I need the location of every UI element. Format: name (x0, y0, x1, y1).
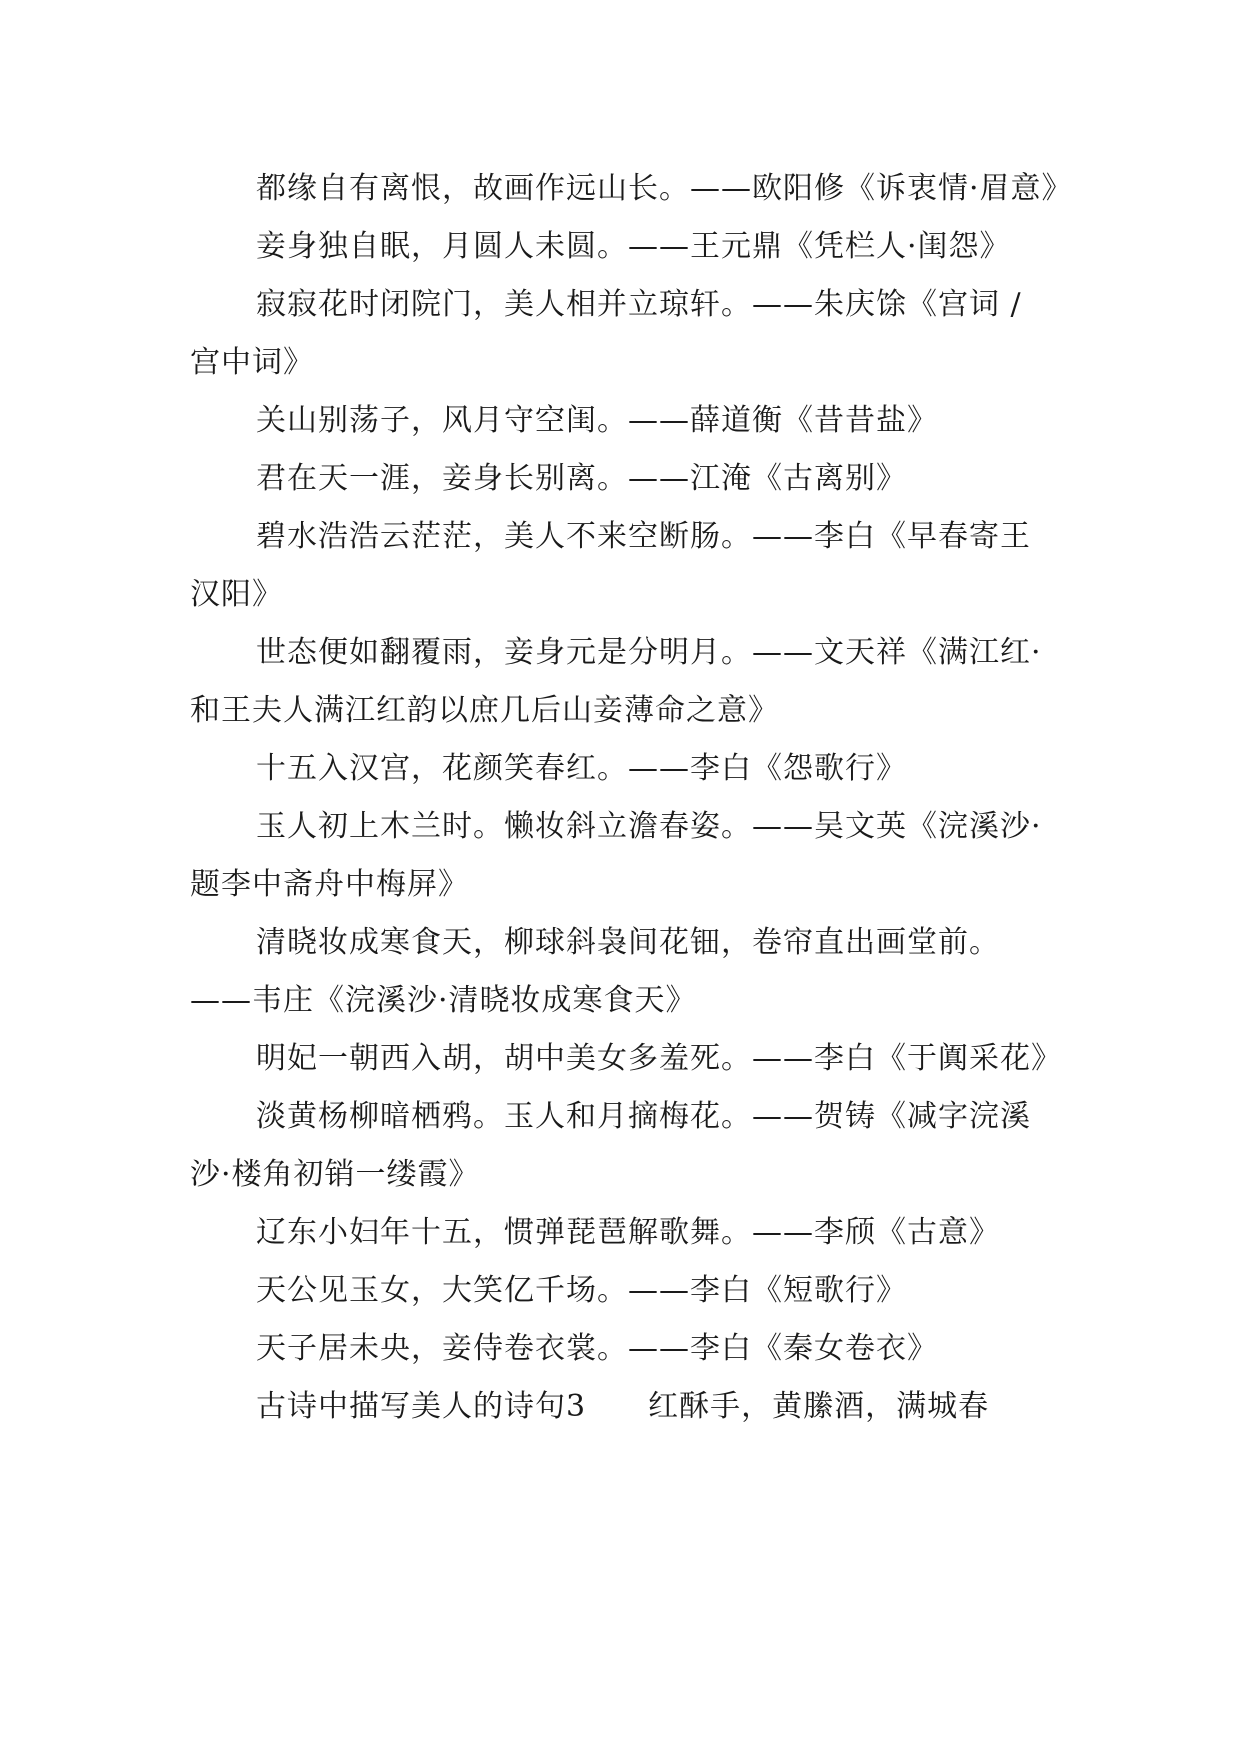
poem-line: 妾身独自眠，月圆人未圆。——王元鼎《凭栏人·闺怨》 (256, 229, 1011, 264)
poem-line: 世态便如翻覆雨，妾身元是分明月。——文天祥《满江红·和王夫人满江红韵以庶几后山妾薄命之意》 (190, 635, 1042, 728)
poem-line: 明妃一朝西入胡，胡中美女多羞死。——李白《于阗采花》 (256, 1041, 1062, 1076)
poem-line: 辽东小妇年十五，惯弹琵琶解歌舞。——李颀《古意》 (256, 1215, 1000, 1250)
poem-line: 玉人初上木兰时。懒妆斜立澹春姿。——吴文英《浣溪沙·题李中斋舟中梅屏》 (190, 809, 1042, 902)
poem-line: 天子居未央，妾侍卷衣裳。——李白《秦女卷衣》 (256, 1331, 938, 1366)
poem-line: 碧水浩浩云茫茫，美人不来空断肠。——李白《早春寄王汉阳》 (190, 519, 1031, 612)
poem-line: 寂寂花时闭院门，美人相并立琼轩。——朱庆馀《宫词 / 宫中词》 (190, 287, 1022, 380)
poem-line: 古诗中描写美人的诗句3 红酥手，黄縢酒，满城春 (256, 1389, 990, 1424)
poem-line: 淡黄杨柳暗栖鸦。玉人和月摘梅花。——贺铸《减字浣溪沙·楼角初销一缕霞》 (190, 1099, 1031, 1192)
poem-line: 关山别荡子，风月守空闺。——薛道衡《昔昔盐》 (256, 403, 938, 438)
document-body (190, 160, 1073, 1436)
poem-line: 都缘自有离恨，故画作远山长。——欧阳修《诉衷情·眉意》 (256, 171, 1073, 206)
poem-line: 清晓妆成寒食天，柳球斜袅间花钿，卷帘直出画堂前。——韦庄《浣溪沙·清晓妆成寒食天》 (190, 925, 1000, 1018)
poem-line: 君在天一涯，妾身长别离。——江淹《古离别》 (256, 461, 907, 496)
poem-line: 天公见玉女，大笑亿千场。——李白《短歌行》 (256, 1273, 907, 1308)
poem-line: 十五入汉宫，花颜笑春红。——李白《怨歌行》 (256, 751, 907, 786)
